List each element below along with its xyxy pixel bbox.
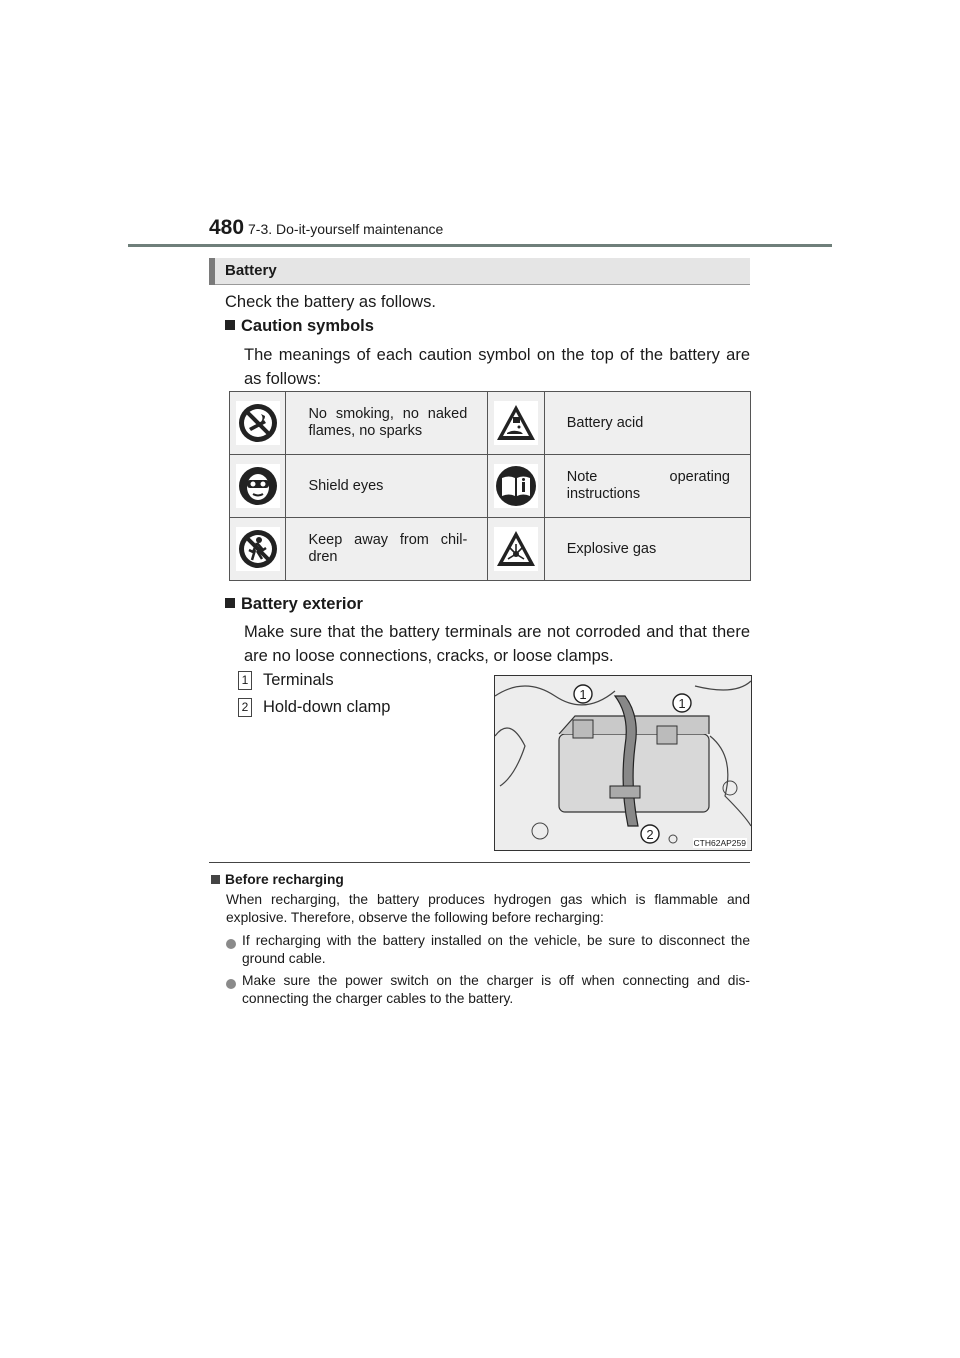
table-row bbox=[230, 392, 751, 455]
battery-acid-icon bbox=[494, 401, 538, 445]
exterior-heading-text: Battery exterior bbox=[241, 595, 363, 613]
table-row bbox=[230, 518, 751, 581]
symbol-cell bbox=[230, 455, 286, 518]
note-heading bbox=[211, 871, 344, 889]
symbol-cell bbox=[230, 392, 286, 455]
caution-text: The meanings of each caution symbol on the top of the battery are as follows: bbox=[244, 346, 750, 388]
symbol-cell bbox=[488, 455, 544, 518]
symbol-cell bbox=[488, 392, 544, 455]
section-bar bbox=[209, 258, 750, 285]
page-number: 480 bbox=[209, 216, 245, 239]
exterior-text: Make sure that the battery terminals are not corroded and that there are no loose connections, cracks, or loose clamps. bbox=[244, 623, 750, 665]
explosive-gas-icon bbox=[494, 527, 538, 571]
bullet-icon bbox=[226, 936, 242, 954]
item-label: Terminals bbox=[263, 671, 334, 689]
caution-symbols-table bbox=[229, 391, 751, 581]
note-bullet: If recharging with the battery installed on the vehicle, be sure to disconnect the ground cable. bbox=[242, 933, 750, 966]
divider bbox=[209, 862, 750, 863]
symbol-cell bbox=[488, 518, 544, 581]
keep-away-children-icon bbox=[236, 527, 280, 571]
chapter-title: 7-3. Do-it-yourself maintenance bbox=[248, 221, 444, 237]
symbol-label: Keep away from chil-dren bbox=[286, 518, 488, 581]
section-title: Battery bbox=[225, 262, 277, 279]
photo-caption: CTH62AP259 bbox=[693, 838, 746, 848]
symbol-cell bbox=[230, 518, 286, 581]
list-item bbox=[238, 671, 334, 690]
exterior-heading bbox=[225, 595, 363, 614]
no-smoking-icon bbox=[236, 401, 280, 445]
shield-eyes-icon bbox=[236, 464, 280, 508]
symbol-label: Shield eyes bbox=[286, 455, 488, 518]
square-bullet-icon bbox=[225, 598, 235, 608]
header-rule bbox=[128, 244, 832, 247]
photo-callout: 1 bbox=[678, 696, 686, 711]
intro-text: Check the battery as follows. bbox=[225, 293, 436, 311]
note-bullet: Make sure the power switch on the charger is off when connecting and dis-connecting the charger cables to the battery. bbox=[242, 973, 750, 1006]
photo-callout: 1 bbox=[579, 687, 587, 702]
battery-photo bbox=[494, 675, 752, 851]
item-label: Hold-down clamp bbox=[263, 698, 391, 716]
bullet-icon bbox=[226, 976, 242, 994]
note-heading-text: Before recharging bbox=[225, 872, 344, 887]
item-number: 2 bbox=[238, 698, 252, 717]
note-text: When recharging, the battery produces hydrogen gas which is flammable and explosive. Therefore, observe the following before recharging: bbox=[226, 892, 750, 925]
caution-heading-text: Caution symbols bbox=[241, 317, 374, 335]
square-bullet-icon bbox=[211, 875, 220, 884]
item-number: 1 bbox=[238, 671, 252, 690]
symbol-label: Explosive gas bbox=[544, 518, 750, 581]
photo-callout: 2 bbox=[646, 827, 654, 842]
symbol-label: Note operating instructions bbox=[544, 455, 750, 518]
table-row bbox=[230, 455, 751, 518]
section-accent bbox=[209, 258, 215, 285]
operating-instructions-icon bbox=[494, 464, 538, 508]
symbol-label: Battery acid bbox=[544, 392, 750, 455]
list-item bbox=[238, 698, 390, 717]
symbol-label: No smoking, no naked flames, no sparks bbox=[286, 392, 488, 455]
caution-heading bbox=[225, 317, 374, 336]
square-bullet-icon bbox=[225, 320, 235, 330]
